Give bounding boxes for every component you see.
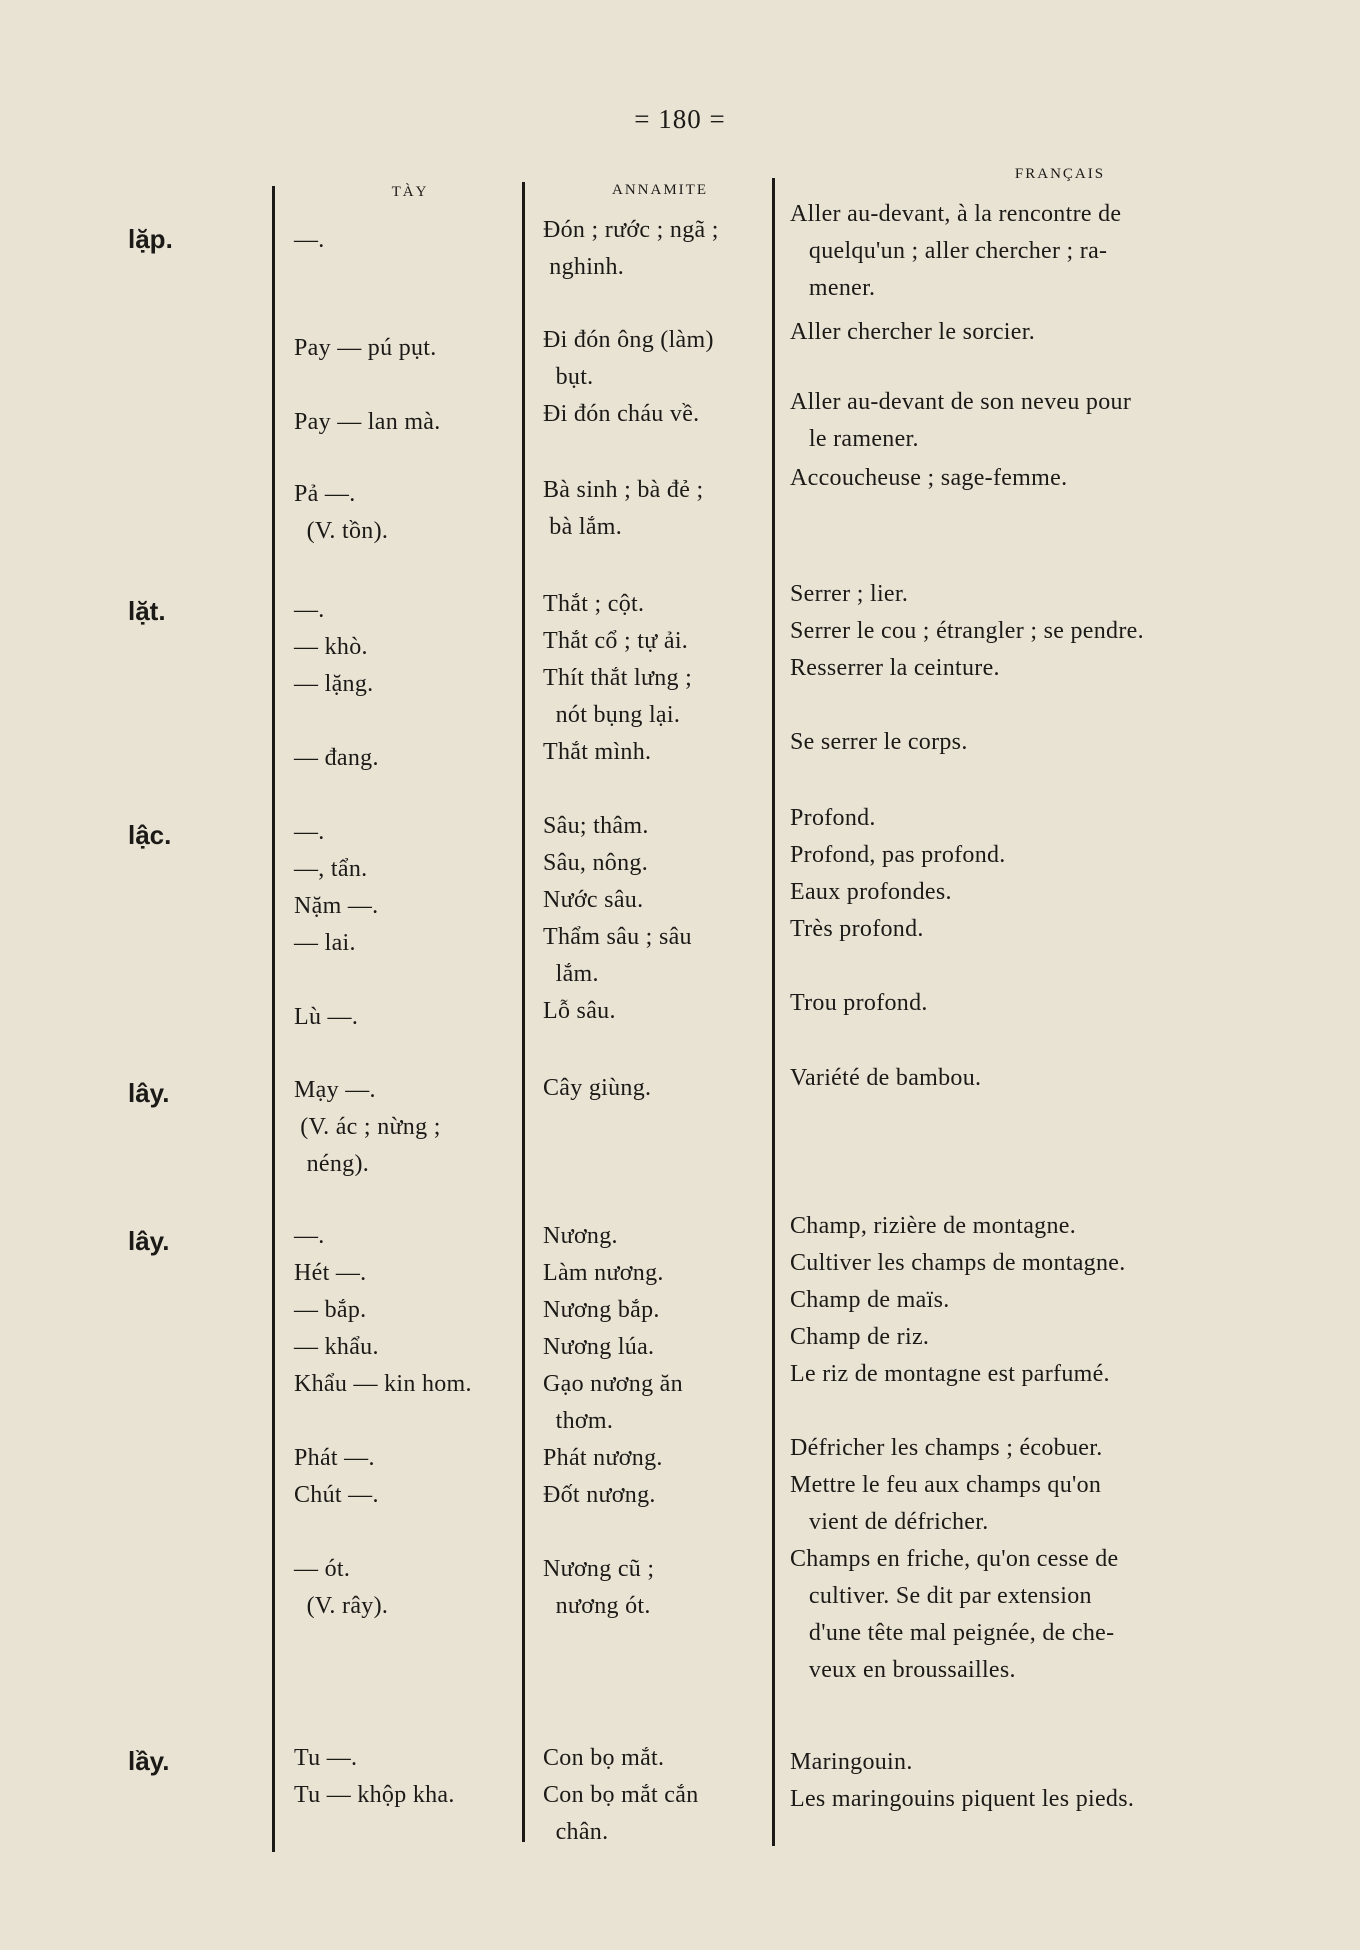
francais-cell: Aller au-devant de son neveu pour le ramener. bbox=[790, 389, 1132, 452]
tay-cell: —. Hét —. — bắp. — khẩu. Khẩu — kin hom. Phát —. Chút —. — ót. (V. rây). bbox=[294, 1223, 472, 1619]
tay-cell: Pay — lan mà. bbox=[294, 409, 441, 435]
francais-cell: Serrer ; lier. Serrer le cou ; étrangler ; se pendre. Resserrer la ceinture. Se serrer le corps. bbox=[790, 581, 1144, 755]
column-rule-middle bbox=[522, 182, 525, 1842]
annamite-cell: Đi đón ông (làm) bụt. bbox=[543, 327, 714, 390]
annamite-cell: Sâu; thâm. Sâu, nông. Nước sâu. Thẩm sâu ; sâu lắm. Lỗ sâu. bbox=[543, 813, 692, 1024]
francais-cell: Profond. Profond, pas profond. Eaux profondes. Très profond. Trou profond. bbox=[790, 805, 1006, 1016]
header-francais: FRANÇAIS bbox=[1014, 166, 1106, 182]
header-tay: TÀY bbox=[391, 184, 429, 200]
annamite-cell: Đón ; rước ; ngã ; nghinh. bbox=[543, 217, 719, 280]
tay-cell: Tu —. Tu — khộp kha. bbox=[294, 1745, 455, 1808]
annamite-cell: Nương. Làm nương. Nương bắp. Nương lúa. Gạo nương ăn thơm. Phát nương. Đốt nương. Nương cũ ; nương ót. bbox=[543, 1223, 683, 1619]
tay-cell: Pả —. (V. tồn). bbox=[294, 481, 389, 544]
annamite-cell: Bà sinh ; bà đẻ ; bà lắm. bbox=[543, 477, 704, 540]
tay-cell: Pay — pú pụt. bbox=[294, 335, 437, 361]
annamite-cell: Cây giùng. bbox=[543, 1075, 652, 1101]
headword: lặt. bbox=[128, 596, 166, 626]
francais-cell: Accoucheuse ; sage-femme. bbox=[790, 465, 1068, 491]
annamite-cell: Thắt ; cột. Thắt cổ ; tự ải. Thít thắt lưng ; nót bụng lại. Thắt mình. bbox=[543, 591, 693, 765]
tay-cell: Mạy —. (V. ác ; nừng ; néng). bbox=[294, 1077, 441, 1177]
annamite-cell: Đi đón cháu về. bbox=[543, 401, 700, 427]
tay-cell: —. —, tẩn. Nặm —. — lai. Lù —. bbox=[294, 819, 379, 1030]
francais-cell: Aller au-devant, à la rencontre de quelqu'un ; aller chercher ; ra- mener. bbox=[790, 201, 1122, 301]
headword: lặp. bbox=[128, 224, 173, 254]
column-rule-left bbox=[272, 186, 275, 1852]
header-annamite: ANNAMITE bbox=[612, 182, 708, 198]
headword: lây. bbox=[128, 1078, 170, 1108]
francais-cell: Champ, rizière de montagne. Cultiver les champs de montagne. Champ de maïs. Champ de riz. Le riz de montagne est parfumé. Défricher les champs ; écobuer. Mettre le feu aux champs qu'on vient de défricher. Champs en friche, qu'on cesse de cultiver. Se dit par extension d'une tête mal peignée, de che- veux en broussailles. bbox=[790, 1213, 1126, 1683]
headword: lậc. bbox=[128, 820, 172, 850]
page-number: = 180 = bbox=[634, 104, 726, 134]
francais-cell: Variété de bambou. bbox=[790, 1065, 982, 1091]
headword: lầy. bbox=[128, 1746, 170, 1776]
francais-cell: Aller chercher le sorcier. bbox=[790, 319, 1035, 345]
francais-cell: Maringouin. Les maringouins piquent les pieds. bbox=[790, 1749, 1135, 1812]
headword: lây. bbox=[128, 1226, 170, 1256]
tay-cell: —. bbox=[294, 227, 325, 253]
tay-cell: —. — khò. — lặng. — đang. bbox=[294, 597, 379, 771]
annamite-cell: Con bọ mắt. Con bọ mắt cắn chân. bbox=[543, 1745, 699, 1845]
